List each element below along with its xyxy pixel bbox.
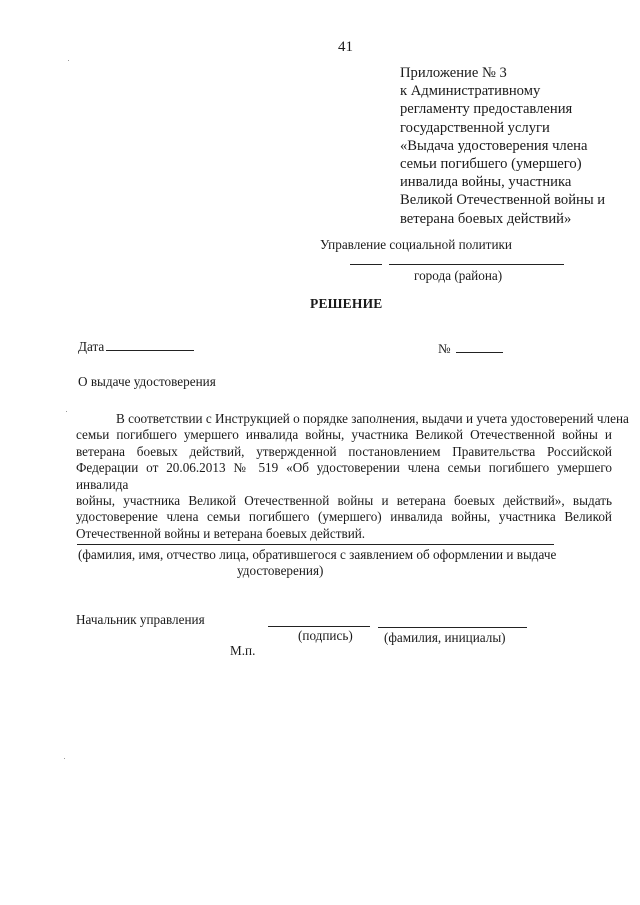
decision-body	[76, 411, 629, 542]
appendix-line: инвалида войны, участника	[400, 174, 572, 191]
body-line: семьи погибшего умершего инвалида войны, участника Великой Отечественной войны и	[76, 427, 612, 443]
fio-caption: (фамилия, имя, отчество лица, обратившегося с заявлением об оформлении и выдаче	[78, 547, 557, 562]
body-line: Федерации от 20.06.2013 № 519 «Об удостоверении члена семьи погибшего умершего инвалида	[76, 460, 612, 492]
applicant-fio-line	[77, 544, 554, 545]
document-heading: РЕШЕНИЕ	[310, 296, 383, 311]
department-label: Управление социальной политики	[320, 237, 512, 252]
subject-line: О выдаче удостоверения	[78, 374, 216, 389]
page-number: 41	[338, 39, 353, 55]
scan-speck	[68, 60, 69, 61]
number-label: №	[438, 341, 451, 356]
stamp-label: М.п.	[230, 643, 256, 658]
city-caption: города (района)	[414, 268, 503, 283]
signature-caption: (подпись)	[298, 628, 353, 643]
scan-speck	[66, 411, 67, 412]
city-name-line	[389, 264, 564, 265]
appendix-line: ветерана боевых действий»	[400, 210, 572, 227]
number-line	[456, 352, 503, 353]
city-prefix-line	[350, 264, 382, 265]
appendix-line: «Выдача удостоверения члена	[400, 137, 588, 154]
body-line: В соответствии с Инструкцией о порядке заполнения, выдачи и учета удостоверений члена	[116, 411, 629, 426]
date-line	[106, 350, 194, 351]
head-of-department-label: Начальник управления	[76, 612, 205, 627]
appendix-line: к Административному	[400, 83, 541, 100]
fio-caption-continued: удостоверения)	[237, 563, 324, 578]
body-line: Отечественной войны и ветерана боевых действий.	[76, 525, 366, 541]
appendix-line: регламенту предоставления	[400, 101, 573, 118]
appendix-line: семьи погибшего (умершего)	[400, 156, 582, 173]
signature-line	[268, 626, 370, 627]
appendix-line: Великой Отечественной войны и	[400, 192, 606, 209]
initials-line	[378, 627, 527, 628]
date-label: Дата	[78, 339, 105, 354]
initials-caption: (фамилия, инициалы)	[384, 630, 506, 645]
body-line: войны, участника Великой Отечественной войны и ветерана боевых действий», выдать	[76, 493, 612, 509]
scan-speck	[64, 758, 65, 759]
appendix-line: государственной услуги	[400, 119, 550, 136]
appendix-line: Приложение № 3	[400, 65, 507, 81]
appendix-block	[400, 64, 632, 228]
body-line: ветерана боевых действий, утвержденной постановлением Правительства Российской	[76, 443, 612, 459]
body-line: удостоверение члена семьи погибшего (умершего) инвалида войны, участника Великой	[76, 509, 612, 525]
